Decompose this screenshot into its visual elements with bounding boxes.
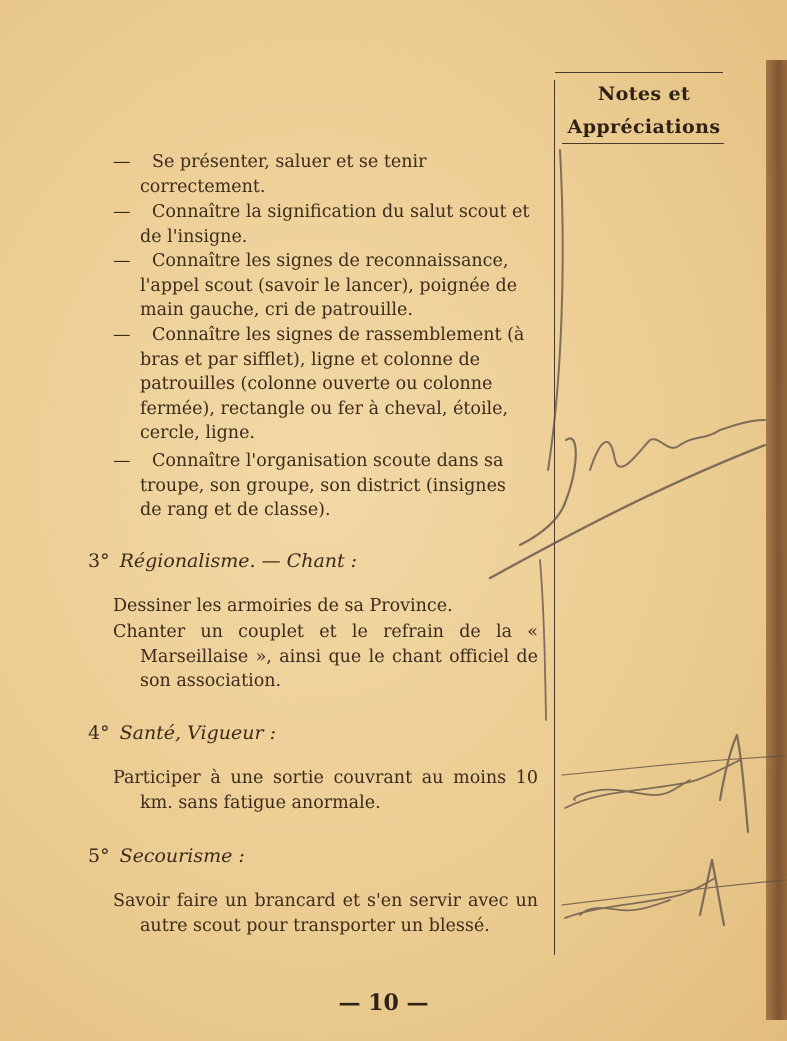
list-dash: — — [113, 152, 131, 172]
list-item-text: Connaître la signification du salut scout et de l'insigne. — [140, 202, 530, 247]
initials-stroke — [580, 900, 670, 915]
initials-stroke — [565, 878, 715, 918]
page-number: — 10 — — [338, 990, 429, 1016]
list-dash: — — [113, 251, 131, 271]
section-title: Régionalisme. — Chant : — [119, 550, 358, 572]
initials-stroke — [565, 760, 740, 808]
initials-rule — [562, 880, 785, 905]
list-dash: — — [113, 451, 131, 471]
margin-heading-line-2: Appréciations — [567, 116, 721, 138]
initials-stroke — [720, 735, 748, 832]
paragraph-text: Participer à une sortie couvrant au moins 10 km. sans fatigue anormale. — [113, 768, 538, 813]
paragraph-text: Chanter un couplet et le refrain de la « Marseillaise », ainsi que le chant officiel de son association. — [113, 622, 538, 692]
section-title: Secourisme : — [119, 845, 245, 867]
paragraph-text: Dessiner les armoiries de sa Province. — [113, 596, 453, 616]
list-dash: — — [113, 202, 131, 222]
section-number: 4° — [88, 722, 110, 744]
section-title: Santé, Vigueur : — [119, 722, 277, 744]
list-item-text: Connaître l'organisation scoute dans sa troupe, son groupe, son district (insignes de rang et de classe). — [140, 451, 506, 521]
initials-stroke — [700, 860, 724, 925]
signature-stroke — [590, 420, 765, 470]
paragraph-text: Savoir faire un brancard et s'en servir avec un autre scout pour transporter un blessé. — [113, 891, 538, 936]
list-item-text: Se présenter, saluer et se tenir correctement. — [140, 152, 427, 197]
margin-heading-line-1: Notes et — [597, 83, 691, 105]
section-number: 5° — [88, 845, 110, 867]
list-dash: — — [113, 325, 131, 345]
pencil-stroke — [540, 560, 546, 720]
list-item-text: Connaître les signes de reconnaissance, l'appel scout (savoir le lancer), poignée de main gauche, cri de patrouille. — [140, 251, 518, 321]
initials-rule — [562, 756, 785, 775]
list-item-text: Connaître les signes de rassemblement (à bras et par sifflet), ligne et colonne de patrouilles (colonne ouverte ou colonne fermée), rectangle ou fer à cheval, étoile, cercle, ligne. — [140, 325, 525, 444]
signature-stroke — [520, 438, 576, 545]
section-number: 3° — [88, 550, 110, 572]
pencil-stroke — [548, 150, 563, 470]
